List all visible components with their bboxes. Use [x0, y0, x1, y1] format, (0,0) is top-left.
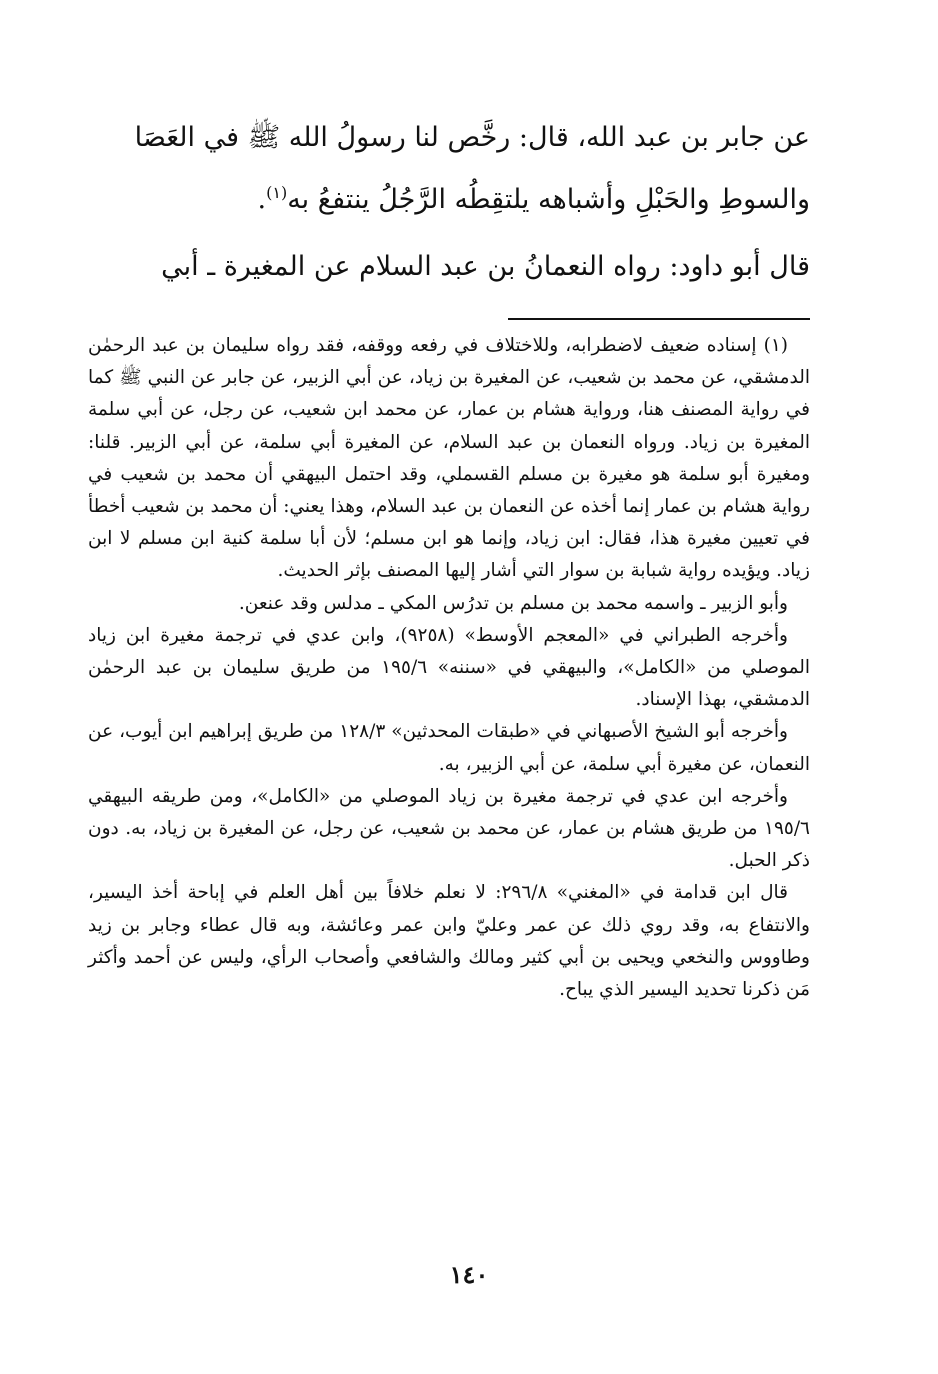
- main-text-block: [88, 110, 810, 227]
- footnote-separator: [508, 318, 810, 320]
- footnote-paragraph: (١) إسناده ضعيف لاضطرابه، وللاختلاف في رفعه ووقفه، فقد رواه سليمان بن عبد الرحمٰن الدمشقي، عن محمد بن شعيب، عن المغيرة بن زياد، عن أبي الزبير، عن جابر عن النبي ﷺ كما في رواية المصنف هنا، ورواية هشام بن عمار، عن محمد ابن شعيب، عن رجل، عن أبي سلمة المغيرة بن زياد. ورواه النعمان بن عبد السلام، عن المغيرة أبي سلمة، عن أبي الزبير. قلنا: ومغيرة أبو سلمة هو مغيرة بن مسلم القسملي، وقد احتمل البيهقي أن محمد بن شعيب في رواية هشام بن عمار إنما أخذه عن النعمان بن عبد السلام، وهذا يعني: أن محمد بن شعيب أخطأ في تعيين مغيرة هذا، فقال: ابن زياد، وإنما هو ابن مسلم؛ لأن أبا سلمة كنية ابن مسلم لا ابن زياد. ويؤيده رواية شبابة بن سوار التي أشار إليها المصنف بإثر الحديث.: [88, 335, 810, 582]
- footnote-paragraph: وأخرجه الطبراني في «المعجم الأوسط» (٩٢٥٨)، وابن عدي في ترجمة مغيرة ابن زياد الموصلي من «الكامل»، والبيهقي في «سننه» ١٩٥/٦ من طريق سليمان بن عبد الرحمٰن الدمشقي، بهذا الإسناد.: [88, 624, 810, 711]
- footnote-paragraph: قال ابن قدامة في «المغني» ٢٩٦/٨: لا نعلم خلافاً بين أهل العلم في إباحة أخذ اليسير، والانتفاع به، وقد روي ذلك عن عمر وعليّ وابن عمر وعائشة، وبه قال عطاء وجابر بن زيد وطاووس والنخعي ويحيى بن أبي كثير ومالك والشافعي وأصحاب الرأي، وليس عن أحمد وأكثر مَن ذكرنا تحديد اليسير الذي يباح.: [88, 882, 810, 1001]
- main-text-line-2: [88, 165, 810, 227]
- footnotes-section: [88, 330, 810, 1006]
- footnote-marker[interactable]: (١): [266, 183, 288, 202]
- main-text-line-2-body: والسوطِ والحَبْلِ وأشباهه يلتقِطُه الرَّجُلُ ينتفعُ به: [287, 184, 810, 215]
- footnote-paragraph: وأبو الزبير ـ واسمه محمد بن مسلم بن تدرُس المكي ـ مدلس وقد عنعن.: [238, 592, 788, 614]
- main-text-line-1: عن جابر بن عبد الله، قال: رخَّص لنا رسولُ الله ﷺ في العَصَا: [134, 122, 810, 153]
- main-text-line-3: قال أبو داود: رواه النعمانُ بن عبد السلام عن المغيرة ـ أبي: [161, 251, 810, 282]
- footnote-paragraph: وأخرجه أبو الشيخ الأصبهاني في «طبقات المحدثين» ١٢٨/٣ من طريق إبراهيم ابن أيوب، عن النعمان، عن مغيرة أبي سلمة، عن أبي الزبير، به.: [88, 721, 810, 775]
- page-number: ١٤٠: [449, 1260, 489, 1289]
- page-content: [88, 110, 810, 1006]
- footnote-paragraph: وأخرجه ابن عدي في ترجمة مغيرة بن زياد الموصلي من «الكامل»، ومن طريقه البيهقي ١٩٥/٦ من طريق هشام بن عمار، عن محمد بن شعيب، عن رجل، عن المغيرة بن زياد، به. دون ذكر الحبل.: [88, 785, 810, 872]
- main-text-line-2-end: .: [257, 184, 267, 215]
